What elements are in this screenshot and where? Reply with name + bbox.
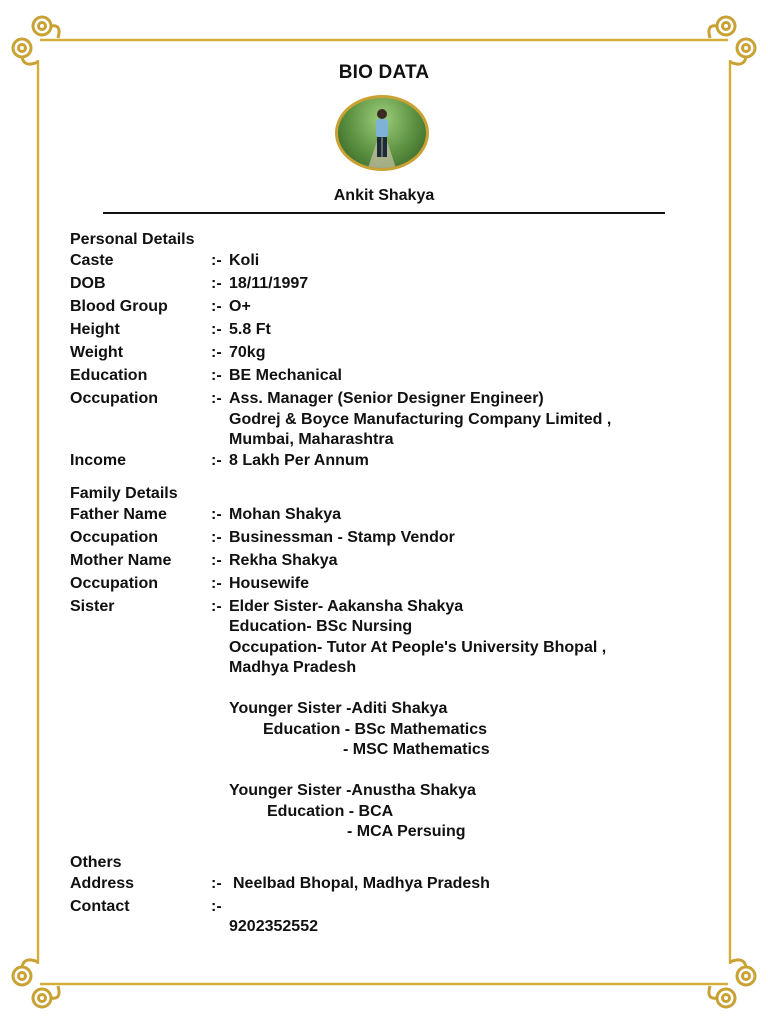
person-name: Ankit Shakya — [333, 187, 435, 204]
detail-row — [70, 343, 690, 366]
detail-value: BE Mechanical — [229, 367, 342, 384]
detail-value: Rekha Shakya — [229, 551, 338, 569]
separator: :- — [211, 298, 222, 315]
detail-value: 70kg — [229, 344, 266, 361]
separator: :- — [211, 275, 222, 292]
detail-label: Address — [70, 874, 135, 892]
younger-sister-education: Education - BCA — [267, 802, 394, 820]
elder-sister-line: Elder Sister- Aakansha Shakya — [229, 597, 464, 615]
sister-details — [229, 597, 690, 843]
younger-sister-education: - MCA Persuing — [347, 823, 466, 840]
profile-photo — [335, 95, 429, 171]
detail-row — [70, 574, 690, 597]
family-details-list — [70, 505, 690, 843]
occupation-line: Ass. Manager (Senior Designer Engineer) — [229, 390, 544, 407]
detail-label: Occupation — [70, 574, 159, 592]
page-title: BIO DATA — [338, 62, 430, 83]
detail-value — [229, 389, 690, 451]
separator: :- — [211, 897, 222, 915]
separator: :- — [211, 344, 222, 361]
contact-number: 9202352552 — [229, 918, 318, 935]
detail-row — [70, 897, 690, 938]
detail-value: Businessman - Stamp Vendor — [229, 528, 455, 546]
spacer — [229, 679, 690, 700]
detail-label: Occupation — [70, 390, 159, 407]
address-value: Neelbad Bhopal, Madhya Pradesh — [233, 874, 490, 892]
detail-row-sister — [70, 597, 690, 843]
separator: :- — [211, 252, 222, 269]
others-heading: Others — [70, 853, 122, 871]
detail-value: Mohan Shakya — [229, 505, 342, 523]
detail-row — [70, 505, 690, 528]
personal-details-list — [70, 251, 690, 474]
biodata-content — [70, 229, 690, 938]
detail-label: Mother Name — [70, 551, 172, 569]
detail-value: Housewife — [229, 574, 310, 592]
younger-sister-education: - MSC Mathematics — [343, 741, 490, 758]
younger-sister-education: Education - BSc Mathematics — [263, 720, 488, 738]
separator: :- — [211, 551, 222, 569]
detail-row — [70, 389, 690, 451]
detail-row — [70, 297, 690, 320]
family-details-heading: Family Details — [70, 484, 178, 502]
occupation-line: Mumbai, Maharashtra — [229, 431, 394, 448]
detail-label: DOB — [70, 275, 106, 292]
detail-row — [70, 528, 690, 551]
detail-row — [70, 551, 690, 574]
detail-row — [70, 874, 690, 897]
younger-sister-name: Younger Sister -Anustha Shakya — [229, 782, 476, 799]
detail-label: Occupation — [70, 528, 159, 546]
separator: :- — [211, 390, 222, 407]
separator: :- — [211, 321, 222, 338]
detail-label: Height — [70, 321, 120, 338]
detail-value: 8 Lakh Per Annum — [229, 451, 369, 469]
detail-row — [70, 320, 690, 343]
elder-sister-line: Occupation- Tutor At People's University Bhopal , — [229, 638, 607, 656]
detail-label: Blood Group — [70, 298, 168, 315]
separator: :- — [211, 574, 222, 592]
younger-sister-name: Younger Sister -Aditi Shakya — [229, 700, 448, 717]
detail-value: 18/11/1997 — [229, 275, 309, 292]
detail-label: Sister — [70, 597, 115, 615]
detail-value: 5.8 Ft — [229, 321, 271, 338]
elder-sister-line: Education- BSc Nursing — [229, 618, 413, 635]
spacer — [229, 761, 690, 782]
detail-value: O+ — [229, 298, 251, 315]
separator: :- — [211, 505, 222, 523]
detail-value: Koli — [229, 252, 260, 269]
divider — [103, 212, 665, 214]
detail-label: Weight — [70, 344, 124, 361]
detail-row — [70, 274, 690, 297]
occupation-line: Godrej & Boyce Manufacturing Company Limited , — [229, 410, 612, 428]
separator: :- — [211, 367, 222, 384]
separator: :- — [211, 597, 222, 615]
elder-sister-line: Madhya Pradesh — [229, 659, 357, 676]
person-photo-icon — [338, 98, 426, 168]
detail-label: Father Name — [70, 505, 167, 523]
separator: :- — [211, 874, 222, 892]
personal-details-heading: Personal Details — [70, 231, 195, 248]
separator: :- — [211, 528, 222, 546]
detail-row — [70, 451, 690, 474]
detail-row — [70, 366, 690, 389]
detail-label: Income — [70, 451, 127, 469]
detail-row — [70, 251, 690, 274]
separator: :- — [211, 451, 222, 469]
detail-label: Education — [70, 367, 148, 384]
detail-label: Caste — [70, 252, 114, 269]
contact-value — [229, 897, 690, 938]
detail-label: Contact — [70, 897, 130, 915]
others-list — [70, 874, 690, 938]
